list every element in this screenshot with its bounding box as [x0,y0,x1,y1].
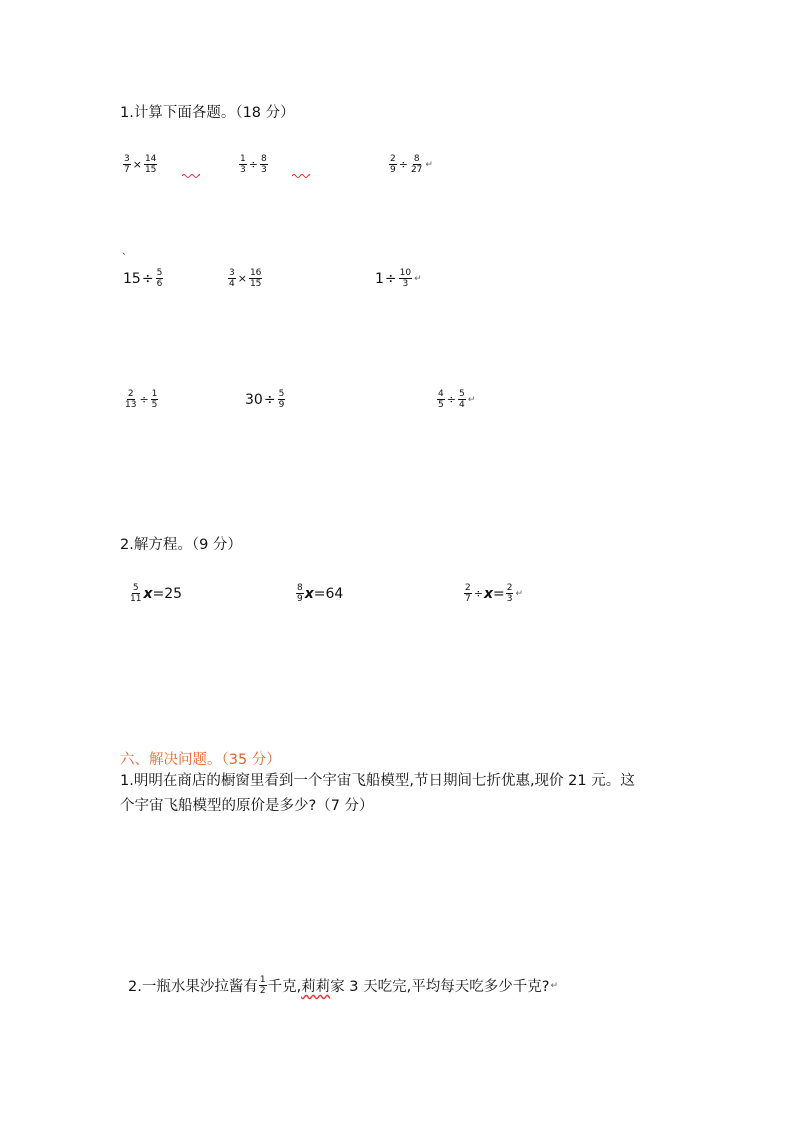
calc-1-2 [238,154,269,175]
whole-number: 1 [375,270,384,287]
spelling-squiggle-icon [182,173,200,179]
fraction: $\frac{2}{13}$ [125,389,137,410]
fraction: $\frac{5}{11}$ [130,583,142,604]
question-2-text-post: 家 3 天吃完,平均每天吃多少千克? [330,979,550,995]
whole-number: 30 [245,391,263,408]
return-mark-icon: ↵ [425,159,433,170]
question-2 [128,975,558,996]
fraction: $\frac{8}{3}$ [260,154,267,175]
divide-operator: ÷ [446,393,456,406]
times-operator: × [132,158,142,171]
equation-2 [295,583,343,604]
variable-x: x [143,585,153,602]
calc-2-2 [227,268,263,289]
divide-operator: ÷ [384,270,397,287]
fraction: $\frac{2}{3}$ [506,583,513,604]
divide-operator: ÷ [473,587,483,600]
fraction: $\frac{8}{9}$ [297,583,303,604]
fraction: $\frac{14}{15}$ [144,154,157,175]
calc-3-1 [123,389,159,410]
question-1-line-2: 个宇宙飞船模型的原价是多少?（7 分） [120,798,374,814]
calc-1-1 [122,154,158,175]
fraction: $\frac{2}{7}$ [465,583,471,604]
whole-number: 15 [123,270,141,287]
calc-2-3 [375,268,422,289]
fraction: $\frac{5}{4}$ [458,389,465,410]
section6-heading: 六、解决问题。（35 分） [120,752,281,768]
divide-operator: ÷ [248,158,258,171]
divide-operator: ÷ [263,391,276,408]
fraction: $\frac{5}{9}$ [278,389,285,410]
equals-sign: = [492,585,505,602]
return-mark-icon: ↵ [550,980,558,991]
fraction: $\frac{16}{15}$ [249,268,262,289]
return-mark-icon: ↵ [515,588,523,599]
variable-x: x [304,585,314,602]
calc-3-3 [436,389,475,410]
question-1-line-1: 1.明明在商店的橱窗里看到一个宇宙飞船模型,节日期间七折优惠,现价 21 元。这 [120,773,635,789]
fraction: $\frac{8}{27}$ [410,154,423,175]
fraction: $\frac{2}{9}$ [390,154,396,175]
question-2-name: 莉莉 [301,979,331,995]
divide-operator: ÷ [398,158,408,171]
section2-heading: 2.解方程。（9 分） [120,537,242,553]
equation-3 [463,583,523,604]
fraction: $\frac{10}{3}$ [399,268,412,289]
times-operator: × [237,272,247,285]
calc-2-1 [123,268,164,289]
question-2-text-pre: 2.一瓶水果沙拉酱有 [128,979,258,995]
fraction: $\frac{1}{5}$ [151,389,158,410]
equation-rhs: =25 [152,585,183,602]
fraction: $\frac{1}{3}$ [240,154,246,175]
calc-1-3 [388,154,433,175]
variable-x: x [483,585,493,602]
equation-rhs: =64 [313,585,344,602]
question-1 [120,769,690,819]
section1-heading: 1.计算下面各题。（18 分） [120,105,295,121]
equation-1 [128,583,182,604]
fraction: $\frac{3}{4}$ [229,268,235,289]
fraction: $\frac{4}{5}$ [438,389,444,410]
fraction: $\frac{5}{6}$ [156,268,163,289]
stray-mark: 、 [122,247,132,257]
fraction: $\frac{1}{2}$ [259,975,266,996]
calc-3-2 [245,389,286,410]
divide-operator: ÷ [141,270,154,287]
return-mark-icon: ↵ [467,394,476,405]
divide-operator: ÷ [139,393,149,406]
question-2-text-mid: 千克, [267,979,302,995]
fraction: $\frac{3}{7}$ [124,154,130,175]
return-mark-icon: ↵ [414,273,422,284]
spelling-squiggle-icon [292,173,310,179]
